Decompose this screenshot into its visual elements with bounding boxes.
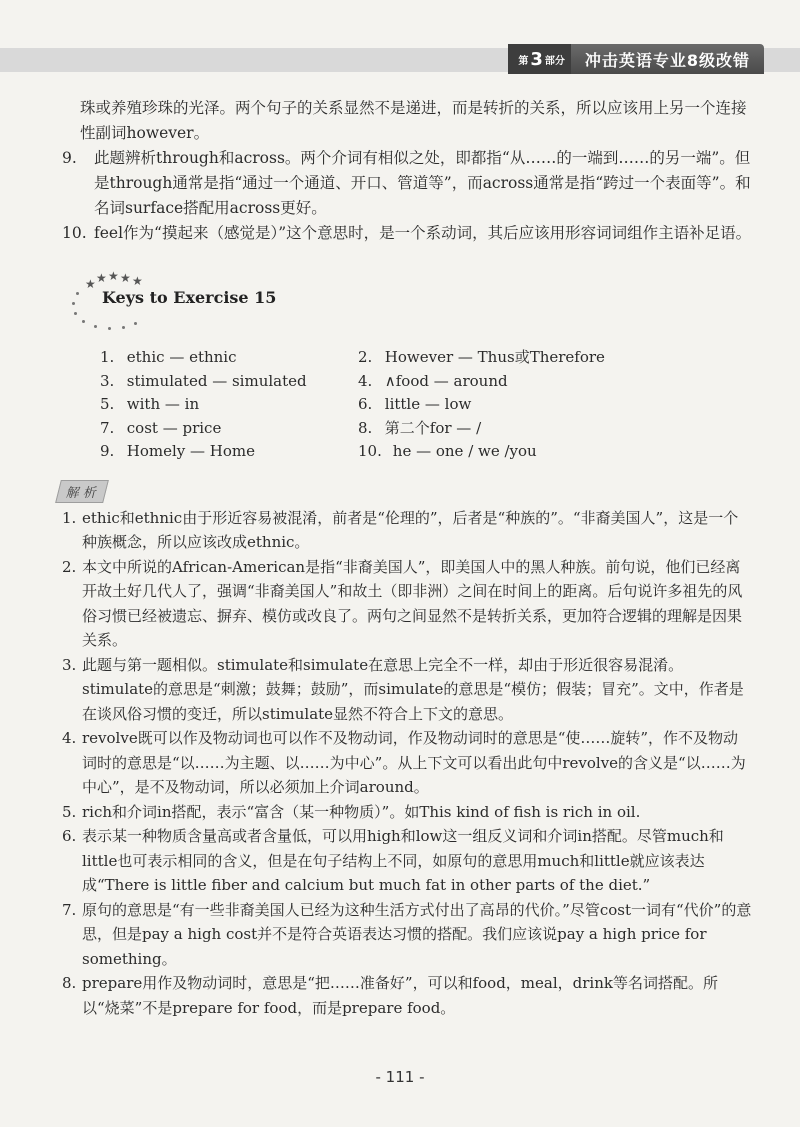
explanation-item (62, 726, 752, 800)
item-number: 6. (62, 827, 77, 845)
explanation-item (62, 824, 752, 898)
item-text: feel作为“摸起来（感觉是）”这个意思时，是一个系动词，其后应该用形容词词组作主语补足语。 (94, 224, 752, 242)
key-item (100, 346, 358, 370)
item-text: 此题与第一题相似。stimulate和simulate在意思上完全不一样，却由于形近很容易混淆。stimulate的意思是“刺激；鼓舞；鼓励”，而simulate的意思是“模仿；假装；冒充”。文中，作者是在谈风俗习惯的变迁，所以stimulate显然不符合上下文的意思。 (82, 655, 744, 723)
part-label (508, 44, 571, 74)
explanations (62, 506, 752, 1021)
key-text: stimulated — simulated (126, 371, 307, 390)
part-label-post: 部分 (544, 55, 565, 67)
explanation-item (62, 800, 752, 825)
item-text: 此题辨析through和across。两个介词有相似之处，即都指“从……的一端到……的另一端”。但是through通常是指“通过一个通道、开口、管道等”，而across通常是指“跨过一个表面等”。和名词surface搭配用across更好。 (94, 149, 751, 217)
item-number: 10. (62, 224, 87, 242)
stars-ornament-icon: ★ ★ ★ ★ ★ (66, 270, 156, 332)
key-number: 7. (100, 418, 115, 437)
key-text: cost — price (126, 418, 222, 437)
intro-continuation: 珠或养殖珍珠的光泽。两个句子的关系显然不是递进，而是转折的关系，所以应该用上另一个连接性副词however。 (80, 99, 747, 142)
key-text: he — one / we /you (392, 442, 537, 460)
item-text: 本文中所说的African-American是指“非裔美国人”，即美国人中的黑人种族。前句说，他们已经离开故土好几代人了，强调“非裔美国人”和故土（即非洲）之间在时间上的距离。后句说许多祖先的风俗习惯已经被遗忘、摒弃、模仿或改良了。两句之间显然不是转折关系，更加符合逻辑的理解是因果关系。 (82, 557, 743, 649)
item-text: ethic和ethnic由于形近容易被混淆，前者是“伦理的”，后者是“种族的”。“非裔美国人”，这是一个种族概念，所以应该改成ethnic。 (82, 508, 739, 551)
part-number: 3 (530, 48, 543, 70)
key-number: 1. (100, 348, 115, 366)
book-title: 冲击英语专业8级改错 (584, 50, 750, 70)
part-label-pre: 第 (518, 55, 529, 67)
key-number: 9. (100, 442, 115, 460)
key-text: ∧food — around (384, 371, 508, 390)
key-item (100, 440, 358, 464)
key-text: Homely — Home (126, 442, 256, 460)
key-item (358, 417, 618, 441)
key-number: 10. (358, 442, 382, 460)
key-number: 8. (358, 418, 373, 437)
key-number: 4. (358, 371, 373, 390)
item-text: prepare用作及物动词时，意思是“把……准备好”，可以和food，meal，drink等名词搭配。所以“烧菜”不是prepare for food，而是prepare food。 (82, 974, 718, 1017)
explanation-item (62, 971, 752, 1020)
explanation-item (62, 555, 752, 653)
item-number: 7. (62, 900, 77, 919)
key-number: 3. (100, 371, 115, 390)
key-text: with — in (126, 395, 200, 413)
key-text: However — Thus或Therefore (384, 348, 605, 366)
key-item (358, 393, 618, 417)
page-content (62, 96, 752, 1020)
item-text: 原句的意思是“有一些非裔美国人已经为这种生活方式付出了高昂的代价。”尽管cost一词有“代价”的意思，但是pay a high cost并不是符合英语表达习惯的搭配。我们应该说pay a high price for something。 (82, 900, 752, 968)
item-text: revolve既可以作及物动词也可以作不及物动词，作及物动词时的意思是“使……旋转”，作不及物动词时的意思是“以……为主题、以……为中心”。从上下文可以看出此句中revolve的含义是“以……为中心”，是不及物动词，所以必须加上介词around。 (82, 729, 746, 796)
explanation-item (62, 506, 752, 555)
item-number: 3. (62, 655, 77, 674)
item-number: 8. (62, 974, 77, 992)
keys-section-heading (66, 270, 752, 332)
section-header (508, 44, 764, 74)
item-number: 9. (62, 149, 77, 167)
key-text: 第二个for — / (384, 418, 482, 437)
key-text: ethic — ethnic (126, 348, 237, 366)
item-text: rich和介词in搭配，表示“富含（某一种物质）”。如This kind of fish is rich in oil. (82, 802, 641, 821)
key-item (100, 370, 358, 394)
explanation-badge: 解 析 (55, 480, 109, 503)
key-item (358, 440, 618, 464)
item-text: 表示某一种物质含量高或者含量低，可以用high和low这一组反义词和介词in搭配。尽管much和little也可表示相同的含义，但是在句子结构上不同，如原句的意思用much和little就应该表达成“There is little fiber and calcium but much fat in other parts of the diet.” (82, 827, 724, 894)
page-number: - 111 - (375, 1068, 425, 1086)
keys-title: Keys to Exercise 15 (102, 288, 277, 307)
list-item (62, 146, 752, 221)
key-item (358, 370, 618, 394)
explanation-item (62, 653, 752, 727)
key-number: 5. (100, 395, 115, 413)
item-number: 2. (62, 557, 77, 576)
key-item (358, 346, 618, 370)
key-item (100, 393, 358, 417)
list-item (62, 221, 752, 246)
explanation-item (62, 898, 752, 972)
item-number: 5. (62, 802, 77, 821)
answer-keys (100, 346, 752, 464)
item-number: 4. (62, 729, 77, 747)
key-number: 6. (358, 395, 373, 413)
item-number: 1. (62, 508, 77, 527)
key-number: 2. (358, 348, 373, 366)
explanation-heading (58, 480, 752, 500)
key-item (100, 417, 358, 441)
key-text: little — low (384, 395, 472, 413)
